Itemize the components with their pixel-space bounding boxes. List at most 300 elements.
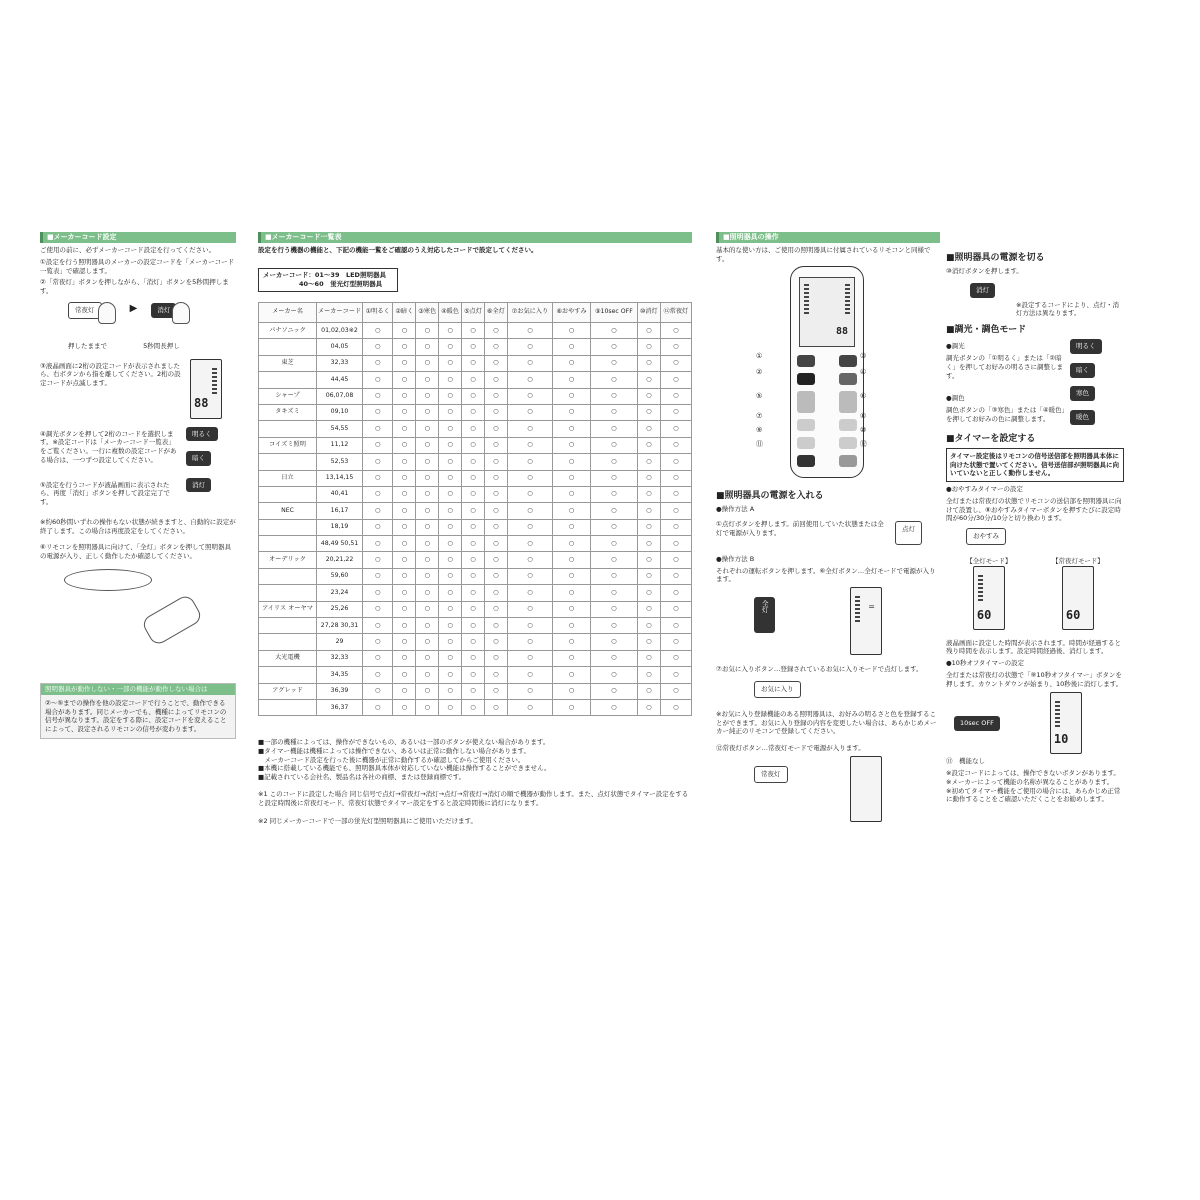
support-mark-cell: ○ [660, 699, 691, 715]
table-header-cell: ⑤点灯 [461, 303, 484, 323]
table-row [259, 404, 692, 420]
support-mark-cell: ○ [439, 667, 462, 683]
akaruku-button-right[interactable]: 明るく [1070, 339, 1102, 354]
table-header-cell: ⑨10sec OFF [590, 303, 637, 323]
support-mark-cell: ○ [590, 683, 637, 699]
support-mark-cell: ○ [363, 421, 393, 437]
maker-code-cell: 13,14,15 [317, 470, 363, 486]
oyasumi-button[interactable]: おやすみ [966, 528, 1006, 545]
support-mark-cell: ○ [461, 437, 484, 453]
support-mark-cell: ○ [484, 355, 507, 371]
support-mark-cell: ○ [461, 552, 484, 568]
support-mark-cell: ○ [507, 650, 552, 666]
support-mark-cell: ○ [660, 650, 691, 666]
support-mark-cell: ○ [461, 503, 484, 519]
support-mark-cell: ○ [439, 503, 462, 519]
support-mark-cell: ○ [393, 355, 416, 371]
support-mark-cell: ○ [363, 650, 393, 666]
support-mark-cell: ○ [393, 421, 416, 437]
ceiling-light-illustration [40, 567, 236, 657]
support-mark-cell: ○ [590, 552, 637, 568]
support-mark-cell: ○ [553, 486, 591, 502]
maker-code-cell: 20,21,22 [317, 552, 363, 568]
caption-5sec: 5秒間長押し [143, 341, 180, 350]
color-label: ●調色 [946, 394, 965, 403]
maker-name-cell [259, 519, 317, 535]
support-mark-cell: ○ [660, 470, 691, 486]
support-mark-cell: ○ [363, 634, 393, 650]
support-mark-cell: ○ [660, 437, 691, 453]
support-mark-cell: ○ [590, 323, 637, 339]
support-mark-cell: ○ [660, 601, 691, 617]
support-mark-cell: ○ [553, 667, 591, 683]
table-row [259, 421, 692, 437]
support-mark-cell: ○ [507, 618, 552, 634]
maker-name-cell [259, 421, 317, 437]
maker-code-cell: 29 [317, 634, 363, 650]
dim-label: ●調光 [946, 342, 965, 351]
support-mark-cell: ○ [363, 552, 393, 568]
support-mark-cell: ○ [553, 470, 591, 486]
step5-text: ⑤設定を行うコードが液晶画面に表示されたら、再度「消灯」ボタンを押して設定完了です。 [40, 480, 170, 507]
timer-title: ■タイマーを設定する [946, 433, 1036, 444]
support-mark-cell: ○ [439, 339, 462, 355]
off10-text: 全灯または常夜灯の状態で「⑨10秒オフタイマー」ボタンを押します。カウントダウンが始まり、10秒後に消灯します。 [946, 670, 1123, 688]
table-header-cell: メーカーコード [317, 303, 363, 323]
support-mark-cell: ○ [660, 355, 691, 371]
support-mark-cell: ○ [484, 552, 507, 568]
support-mark-cell: ○ [363, 323, 393, 339]
support-mark-cell: ○ [553, 568, 591, 584]
support-mark-cell: ○ [660, 552, 691, 568]
remote-hand-icon [140, 593, 203, 647]
power-off-text: ⑩消灯ボタンを押します。 [946, 267, 1023, 276]
timer-note: ※設定コードによっては、操作できないボタンがあります。 [946, 769, 1120, 778]
support-mark-cell: ○ [393, 388, 416, 404]
support-mark-cell: ○ [439, 552, 462, 568]
support-mark-cell: ○ [590, 503, 637, 519]
support-mark-cell: ○ [637, 585, 660, 601]
support-mark-cell: ○ [363, 437, 393, 453]
support-mark-cell: ○ [553, 519, 591, 535]
support-mark-cell: ○ [590, 667, 637, 683]
table-note: ■タイマー機能は機種によっては操作できない、あるいは正常に動作しない場合があります。 [258, 746, 530, 755]
fav-note: ※お気に入り登録機能のある照明器具は、お好みの明るさと色を登録することができます。お気に入り登録の内容を変更したい場合は、あらかじめメーカー純正のリモコンで登録してください。 [716, 709, 937, 736]
support-mark-cell: ○ [393, 650, 416, 666]
table-header-row [259, 303, 692, 323]
remote-callout-label: ⑧ [860, 412, 867, 420]
support-mark-cell: ○ [363, 536, 393, 552]
kanshoku-button[interactable]: 寒色 [1070, 386, 1095, 401]
maker-name-cell: 大光電機 [259, 650, 317, 666]
remain-text: 液晶画面に設定した時間が表示されます。時間が経過すると残り時間を表示します。設定時間経過後、消灯します。 [946, 638, 1121, 656]
support-mark-cell: ○ [416, 552, 439, 568]
support-mark-cell: ○ [590, 355, 637, 371]
support-mark-cell: ○ [393, 470, 416, 486]
maker-code-cell: 54,55 [317, 421, 363, 437]
maker-name-cell [259, 585, 317, 601]
support-mark-cell: ○ [507, 323, 552, 339]
support-mark-cell: ○ [416, 388, 439, 404]
support-mark-cell: ○ [363, 470, 393, 486]
support-mark-cell: ○ [553, 552, 591, 568]
support-mark-cell: ○ [590, 339, 637, 355]
table-row [259, 355, 692, 371]
table-header-cell: ⑦お気に入り [507, 303, 552, 323]
support-mark-cell: ○ [393, 601, 416, 617]
support-mark-cell: ○ [507, 486, 552, 502]
remote-callout-label: ⑩ [860, 426, 867, 434]
table-row [259, 618, 692, 634]
oyasumi-label: ●おやすみタイマーの設定 [946, 485, 1024, 494]
maker-code-cell: 11,12 [317, 437, 363, 453]
support-mark-cell: ○ [553, 503, 591, 519]
10sec-off-button[interactable]: 10sec OFF [954, 716, 1000, 731]
maker-name-cell: アグレッド [259, 683, 317, 699]
support-mark-cell: ○ [416, 339, 439, 355]
support-mark-cell: ○ [416, 486, 439, 502]
lcd-display: 88 [190, 359, 222, 419]
support-mark-cell: ○ [507, 355, 552, 371]
support-mark-cell: ○ [461, 404, 484, 420]
code-range-line1: メーカーコード：01～39 LED照明器具 [263, 271, 386, 279]
middle-column [258, 232, 692, 258]
shoto-button[interactable]: 消灯 [151, 303, 176, 318]
code-range-line2: 40～60 蛍光灯型照明器具 [299, 279, 383, 288]
support-mark-cell: ○ [484, 372, 507, 388]
unused-button-note: ⑪ 機能なし [946, 757, 985, 766]
maker-name-cell [259, 372, 317, 388]
support-mark-cell: ○ [507, 699, 552, 715]
support-mark-cell: ○ [461, 454, 484, 470]
support-mark-cell: ○ [461, 650, 484, 666]
maker-code-cell: 32,33 [317, 355, 363, 371]
support-mark-cell: ○ [553, 601, 591, 617]
support-mark-cell: ○ [660, 486, 691, 502]
support-mark-cell: ○ [439, 372, 462, 388]
joyato-text: ⑫常夜灯ボタン…常夜灯モードで電源が入ります。 [716, 744, 865, 753]
support-mark-cell: ○ [461, 683, 484, 699]
support-mark-cell: ○ [393, 568, 416, 584]
support-mark-cell: ○ [590, 421, 637, 437]
support-mark-cell: ○ [637, 503, 660, 519]
support-mark-cell: ○ [461, 699, 484, 715]
support-mark-cell: ○ [416, 404, 439, 420]
table-header-cell: ⑥全灯 [484, 303, 507, 323]
support-mark-cell: ○ [507, 634, 552, 650]
support-mark-cell: ○ [393, 552, 416, 568]
support-mark-cell: ○ [553, 339, 591, 355]
support-mark-cell: ○ [590, 634, 637, 650]
support-mark-cell: ○ [660, 421, 691, 437]
right-column-a [716, 232, 940, 267]
support-mark-cell: ○ [637, 634, 660, 650]
table-row [259, 683, 692, 699]
support-mark-cell: ○ [553, 585, 591, 601]
method-b-label: ●操作方法 B [716, 554, 755, 563]
table-row [259, 339, 692, 355]
maker-name-cell [259, 667, 317, 683]
support-mark-cell: ○ [590, 568, 637, 584]
table-row [259, 372, 692, 388]
support-mark-cell: ○ [553, 372, 591, 388]
remote-control-illustration [790, 266, 867, 478]
support-mark-cell: ○ [590, 404, 637, 420]
maker-name-cell: コイズミ照明 [259, 437, 317, 453]
power-on-title: ■照明器具の電源を入れる [716, 491, 824, 501]
support-mark-cell: ○ [637, 323, 660, 339]
mode-joyato-label: 【常夜灯モード】 [1052, 556, 1104, 565]
support-mark-cell: ○ [507, 552, 552, 568]
support-mark-cell: ○ [507, 503, 552, 519]
fav-button[interactable]: お気に入り [754, 681, 801, 698]
support-mark-cell: ○ [363, 355, 393, 371]
support-mark-cell: ○ [363, 683, 393, 699]
table-row [259, 634, 692, 650]
support-mark-cell: ○ [416, 650, 439, 666]
support-mark-cell: ○ [484, 388, 507, 404]
support-mark-cell: ○ [590, 437, 637, 453]
support-mark-cell: ○ [439, 683, 462, 699]
support-mark-cell: ○ [637, 372, 660, 388]
support-mark-cell: ○ [416, 585, 439, 601]
caption-hold: 押したままで [68, 341, 107, 350]
support-mark-cell: ○ [660, 404, 691, 420]
table-row [259, 601, 692, 617]
support-mark-cell: ○ [660, 618, 691, 634]
support-mark-cell: ○ [416, 503, 439, 519]
support-mark-cell: ○ [461, 388, 484, 404]
support-mark-cell: ○ [439, 519, 462, 535]
support-mark-cell: ○ [439, 388, 462, 404]
support-mark-cell: ○ [439, 404, 462, 420]
support-mark-cell: ○ [461, 568, 484, 584]
support-mark-cell: ○ [393, 519, 416, 535]
support-mark-cell: ○ [660, 634, 691, 650]
support-mark-cell: ○ [416, 536, 439, 552]
support-mark-cell: ○ [484, 470, 507, 486]
troubleshoot-box [40, 683, 236, 739]
support-mark-cell: ○ [393, 404, 416, 420]
support-mark-cell: ○ [507, 536, 552, 552]
table-row [259, 388, 692, 404]
support-mark-cell: ○ [553, 323, 591, 339]
support-mark-cell: ○ [439, 585, 462, 601]
footnote-1: ※1 このコードに設定した場合 同じ信号で点灯→常夜灯→消灯→点灯→常夜灯→消灯の順で機器が動作します。また、点灯状態でタイマー設定をすると設定時間後に常夜灯モード、常夜灯状態でタイマー設定をすると設定時間後に消灯になります。 [258, 789, 689, 807]
maker-code-cell: 18,19 [317, 519, 363, 535]
maker-name-cell: シャープ [259, 388, 317, 404]
oyasumi-text: 全灯または常夜灯の状態でリモコンの送信部を照明器具に向けて設置し、⑧おやすみタイマーボタンを押すたびに設定時間が60分/30分/10分と切り換わります。 [946, 496, 1122, 523]
maker-name-cell: 日立 [259, 470, 317, 486]
support-mark-cell: ○ [416, 683, 439, 699]
support-mark-cell: ○ [590, 486, 637, 502]
shoto-button-2[interactable]: 消灯 [186, 478, 211, 493]
support-mark-cell: ○ [553, 437, 591, 453]
hand-icon [98, 302, 116, 324]
support-mark-cell: ○ [590, 536, 637, 552]
support-mark-cell: ○ [553, 421, 591, 437]
danshoku-button[interactable]: 暖色 [1070, 410, 1095, 425]
tento-button[interactable]: 点灯 [895, 521, 922, 545]
support-mark-cell: ○ [637, 536, 660, 552]
support-mark-cell: ○ [363, 339, 393, 355]
support-mark-cell: ○ [637, 339, 660, 355]
support-mark-cell: ○ [660, 683, 691, 699]
support-mark-cell: ○ [439, 536, 462, 552]
support-mark-cell: ○ [637, 568, 660, 584]
table-row [259, 519, 692, 535]
support-mark-cell: ○ [363, 404, 393, 420]
support-mark-cell: ○ [363, 486, 393, 502]
kuraku-button[interactable]: 暗く [186, 451, 211, 466]
support-mark-cell: ○ [416, 421, 439, 437]
support-mark-cell: ○ [461, 323, 484, 339]
support-mark-cell: ○ [637, 519, 660, 535]
support-mark-cell: ○ [637, 552, 660, 568]
remote-callout-label: ④ [860, 368, 867, 376]
remote-callout-label: ② [756, 368, 763, 376]
power-on-section [716, 484, 940, 826]
support-mark-cell: ○ [484, 404, 507, 420]
support-mark-cell: ○ [590, 519, 637, 535]
maker-name-cell: オーデリック [259, 552, 317, 568]
zento-button[interactable]: 全灯 [754, 597, 775, 633]
support-mark-cell: ○ [416, 470, 439, 486]
support-mark-cell: ○ [553, 650, 591, 666]
support-mark-cell: ○ [439, 470, 462, 486]
maker-code-cell: 23,24 [317, 585, 363, 601]
support-mark-cell: ○ [590, 699, 637, 715]
maker-code-cell: 36,37 [317, 699, 363, 715]
power-off-title: ■照明器具の電源を切る [946, 253, 1045, 263]
maker-name-cell: パナソニック [259, 323, 317, 339]
troubleshoot-header: 照明器具が動作しない・一部の機能が動作しない場合は [41, 684, 235, 695]
table-row [259, 323, 692, 339]
table-note: メーカーコード設定を行った後に機器が正常に動作するか確認してからご使用ください。 [258, 755, 525, 764]
table-note: ■一部の機種によっては、操作ができないもの、あるいは一部のボタンが使えない場合があります。 [258, 738, 550, 746]
support-mark-cell: ○ [484, 667, 507, 683]
footnote-2: ※2 同じメーカーコードで一部の蛍光灯型照明器具にご使用いただけます。 [258, 817, 477, 826]
support-mark-cell: ○ [461, 339, 484, 355]
table-row [259, 585, 692, 601]
maker-code-table [258, 302, 692, 716]
support-mark-cell: ○ [461, 470, 484, 486]
support-mark-cell: ○ [590, 650, 637, 666]
support-mark-cell: ○ [393, 634, 416, 650]
table-row [259, 486, 692, 502]
support-mark-cell: ○ [507, 388, 552, 404]
method-a-label: ●操作方法 A [716, 505, 755, 514]
support-mark-cell: ○ [590, 618, 637, 634]
remote-callout-label: ⑨ [756, 426, 763, 434]
support-mark-cell: ○ [416, 618, 439, 634]
maker-code-list-header: ■メーカーコード一覧表 [258, 232, 692, 243]
support-mark-cell: ○ [416, 372, 439, 388]
table-header-cell: メーカー名 [259, 303, 317, 323]
support-mark-cell: ○ [393, 454, 416, 470]
support-mark-cell: ○ [484, 323, 507, 339]
code-range-box [258, 268, 398, 292]
support-mark-cell: ○ [461, 519, 484, 535]
support-mark-cell: ○ [484, 486, 507, 502]
support-mark-cell: ○ [507, 372, 552, 388]
support-mark-cell: ○ [637, 486, 660, 502]
step2-illustration [68, 302, 236, 342]
support-mark-cell: ○ [484, 568, 507, 584]
support-mark-cell: ○ [484, 601, 507, 617]
maker-name-cell [259, 486, 317, 502]
support-mark-cell: ○ [393, 667, 416, 683]
support-mark-cell: ○ [439, 323, 462, 339]
joyato-button-right[interactable]: 常夜灯 [754, 766, 788, 783]
support-mark-cell: ○ [439, 650, 462, 666]
remote-callout-label: ⑤ [756, 392, 763, 400]
table-header-cell: ⑫常夜灯 [660, 303, 691, 323]
support-mark-cell: ○ [507, 404, 552, 420]
table-header-cell: ④暖色 [439, 303, 462, 323]
support-mark-cell: ○ [553, 618, 591, 634]
akaruku-button[interactable]: 明るく [186, 427, 218, 442]
remote-callout-label: ⑦ [756, 412, 763, 420]
support-mark-cell: ○ [461, 372, 484, 388]
remote-callout-label: ⑫ [860, 440, 867, 448]
support-mark-cell: ○ [590, 388, 637, 404]
maker-name-cell [259, 454, 317, 470]
support-mark-cell: ○ [484, 519, 507, 535]
support-mark-cell: ○ [637, 355, 660, 371]
table-header-cell: ③寒色 [416, 303, 439, 323]
off10-label: ●10秒オフタイマーの設定 [946, 659, 1025, 668]
support-mark-cell: ○ [507, 585, 552, 601]
table-row [259, 536, 692, 552]
support-mark-cell: ○ [660, 519, 691, 535]
table-note: ■記載されている会社名、製品名は各社の商標、または登録商標です。 [258, 773, 466, 782]
fav-text: ⑦お気に入りボタン…登録されているお気に入りモードで点灯します。 [716, 665, 923, 674]
ceiling-light-icon [64, 569, 152, 591]
left-column [40, 232, 236, 739]
table-row [259, 650, 692, 666]
step4-text: ④調光ボタンを押して2桁のコードを選択します。※設定コードは「メーカーコード一覧表」をご覧ください。一行に複数の設定コードがある場合は、一つずつ設定してください。 [40, 429, 177, 464]
support-mark-cell: ○ [363, 568, 393, 584]
table-header-cell: ⑧おやすみ [553, 303, 591, 323]
intro-text: ご使用の前に、必ずメーカーコード設定を行ってください。 [40, 246, 216, 254]
maker-code-cell: 32,33 [317, 650, 363, 666]
troubleshoot-body: ②～⑤までの操作を他の設定コードで行うことで、動作できる場合があります。同じメーカーでも、機種によってリモコンの信号が異なります。設定をする際に、設定コードを変えることによって、設定されるリモコンの信号が変わります。 [45, 698, 227, 734]
support-mark-cell: ○ [393, 486, 416, 502]
support-mark-cell: ○ [484, 699, 507, 715]
maker-code-setting-header: ■メーカーコード設定 [40, 232, 236, 243]
maker-name-cell: アイリス オーヤマ [259, 601, 317, 617]
maker-code-cell: 40,41 [317, 486, 363, 502]
support-mark-cell: ○ [484, 683, 507, 699]
support-mark-cell: ○ [363, 388, 393, 404]
joyato-button[interactable]: 常夜灯 [68, 302, 102, 319]
maker-code-cell: 09,10 [317, 404, 363, 420]
support-mark-cell: ○ [416, 323, 439, 339]
table-note: ■本機に搭載している機能でも、照明器具本体が対応していない機能は操作することができません。 [258, 764, 551, 773]
support-mark-cell: ○ [553, 388, 591, 404]
shoto-button-right[interactable]: 消灯 [970, 283, 995, 298]
table-row [259, 568, 692, 584]
support-mark-cell: ○ [393, 585, 416, 601]
support-mark-cell: ○ [637, 454, 660, 470]
dim-title: ■調光・調色モード [946, 325, 1027, 336]
maker-code-cell: 44,45 [317, 372, 363, 388]
support-mark-cell: ○ [484, 503, 507, 519]
maker-name-cell [259, 699, 317, 715]
mode-zento-label: 【全灯モード】 [966, 556, 1012, 565]
kuraku-button-right[interactable]: 暗く [1070, 363, 1095, 378]
